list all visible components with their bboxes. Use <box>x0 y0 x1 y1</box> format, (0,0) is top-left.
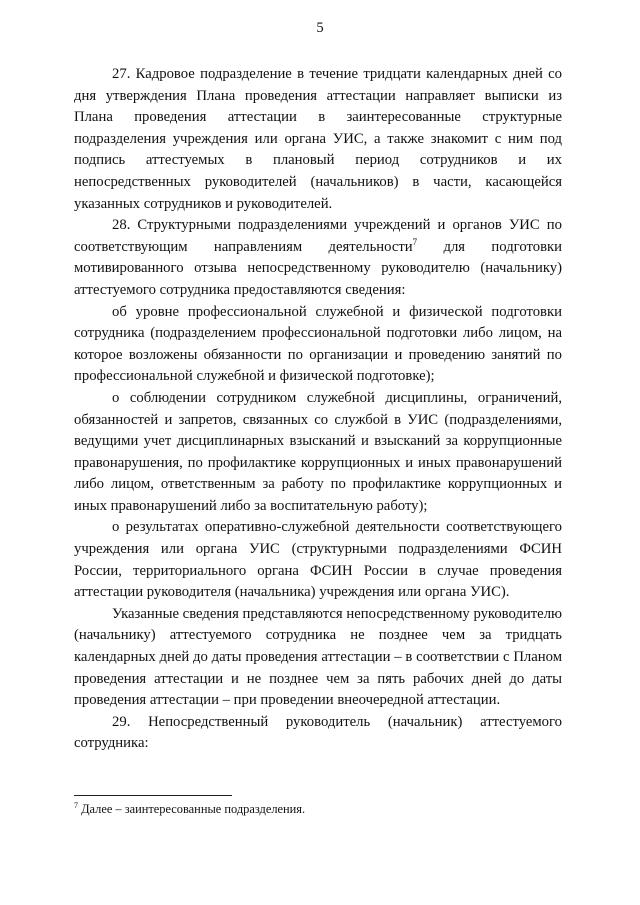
footnote-separator <box>74 795 232 796</box>
footnote-text: Далее – заинтересованные подразделения. <box>78 802 306 816</box>
body-text <box>74 64 562 755</box>
paragraph-deadlines: Указанные сведения представляются непосредственному руководителю (начальнику) аттестуемого сотрудника не позднее чем за тридцать календарных дней до даты проведения аттестации – в соответствии с Планом проведения аттестации и не позднее чем за пять рабочих дней до даты проведения аттестации – при проведении внеочередной аттестации. <box>74 605 562 709</box>
paragraph-28-start: 28. Структурными подразделениями учреждений и органов УИС по соответствующим направлениям деятельности <box>74 217 562 255</box>
paragraph-28 <box>74 215 562 301</box>
footnote-reference: 7 <box>412 236 418 247</box>
paragraph-27: 27. Кадровое подразделение в течение тридцати календарных дней со дня утверждения Плана проведения аттестации направляет выписки из Плана проведения аттестации в заинтересованные структурные подразделения учреждения или органа УИС, а также знакомит с ним под подпись аттестуемых в плановый период сотрудников и их непосредственных руководителей (начальников) в части, касающейся указанных сотрудников и руководителей. <box>74 66 562 212</box>
footnote <box>74 801 562 817</box>
paragraph-29: 29. Непосредственный руководитель (начальник) аттестуемого сотрудника: <box>74 713 562 752</box>
paragraph-performance-info: о результатах оперативно-служебной деятельности соответствующего учреждения или органа УИС (структурными подразделениями ФСИН России, территориального органа ФСИН России в случае проведения аттестации руководителя (начальника) учреждения или органа УИС). <box>74 519 562 601</box>
paragraph-28-end: для подготовки мотивированного отзыва непосредственному руководителю (начальнику) аттестуемого сотрудника предоставляются сведения: <box>74 238 562 298</box>
page-number: 5 <box>316 20 324 36</box>
paragraph-training-info: об уровне профессиональной служебной и физической подготовки сотрудника (подразделением профессиональной подготовки либо лицом, на которое возложены обязанности по организации и проведению занятий по профессиональной служебной и физической подготовке); <box>74 303 562 385</box>
footnote-mark: 7 <box>74 800 78 810</box>
paragraph-discipline-info: о соблюдении сотрудником служебной дисциплины, ограничений, обязанностей и запретов, связанных со службой в УИС (подразделениями, ведущими учет дисциплинарных взысканий и взысканий за коррупционные правонарушения, по профилактике коррупционных и иных правонарушений либо лицом, ответственным за работу по профилактике коррупционных и иных правонарушений либо за воспитательную работу); <box>74 389 562 514</box>
